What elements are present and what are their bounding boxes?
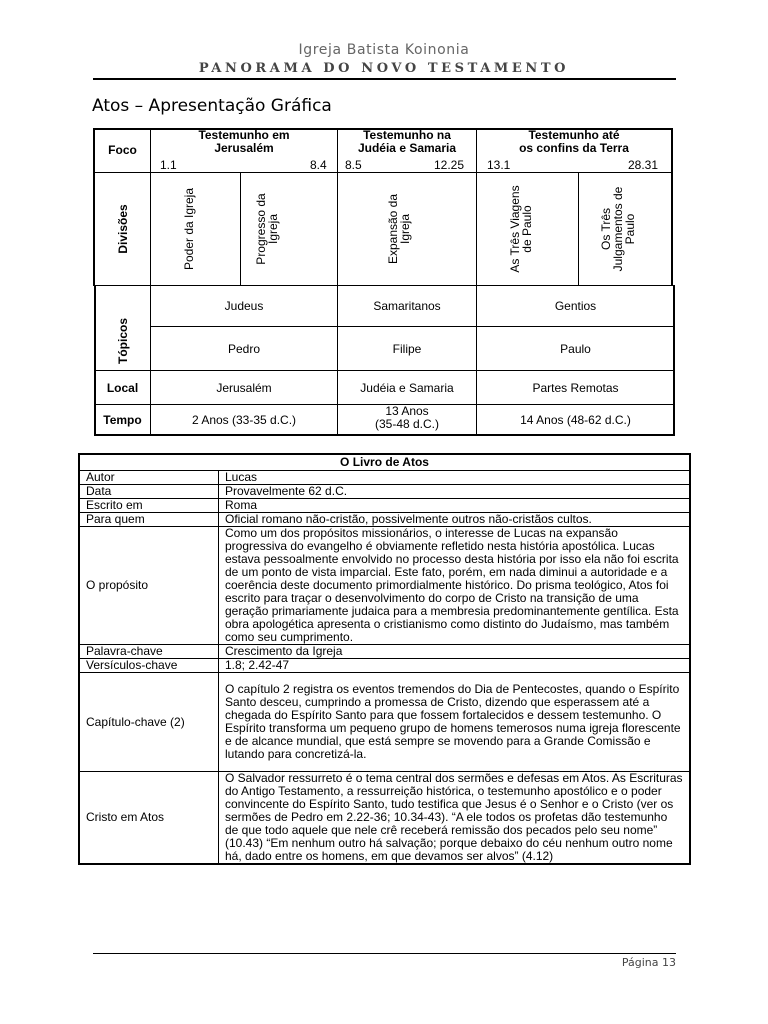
header-rule [93, 78, 676, 80]
table-row [79, 471, 690, 485]
foco-3-start: 13.1 [487, 158, 511, 172]
row-label: O propósito [79, 527, 219, 645]
topic-paulo: Paulo [560, 342, 591, 356]
table-row [79, 772, 690, 865]
foco-label: Foco [108, 143, 137, 157]
row-value: Lucas [219, 471, 691, 485]
tempo-2: 13 Anos (35-48 d.C.) [374, 404, 440, 431]
row-label: Capítulo-chave (2) [79, 673, 219, 772]
row-value: O Salvador ressurreto é o tema central dos sermões e defesas em Atos. As Escrituras do Antigo Testamento, a ressurreição histórica, o testemunho apostólico e o poder convincente do Espírito Santo, tudo testifica que Jesus é o Senhor e o Cristo (ver os sermões de Pedro em 2.22-36; 10.34-43). “A ele todos os profetas dão testemunho de que todo aquele que nele crê receberá remissão dos pecados pelo seu nome” (10.43) “Em nenhum outro há salvação; porque debaixo do céu nenhum outro nome há, dado entre os homens, em que devamos ser alvos” (4.12) [219, 772, 691, 865]
table-row [79, 485, 690, 499]
local-3: Partes Remotas [532, 381, 619, 395]
division-2: Progresso da Igreja [254, 193, 280, 265]
division-1: Poder da Igreja [182, 187, 196, 271]
local-label: Local [106, 381, 139, 395]
topic-filipe: Filipe [392, 342, 422, 356]
page-title: Atos – Apresentação Gráfica [92, 96, 332, 116]
row-label: Escrito em [79, 499, 219, 513]
table-row [79, 499, 690, 513]
tempo-label: Tempo [103, 413, 142, 427]
row-label: Versículos-chave [79, 659, 219, 673]
row-value: Crescimento da Igreja [219, 645, 691, 659]
row-label: Palavra-chave [79, 645, 219, 659]
topic-pedro: Pedro [227, 342, 261, 356]
divisoes-label: Divisões [116, 204, 130, 254]
local-1: Jerusalém [216, 381, 272, 395]
foco-1-title: Testemunho em Jerusalém [198, 128, 290, 155]
table-row [79, 645, 690, 659]
foco-2-title: Testemunho na Judéia e Samaria [357, 128, 457, 155]
row-label: Para quem [79, 513, 219, 527]
foco-2-end: 12.25 [434, 158, 465, 172]
table-row [79, 673, 690, 772]
book-table-title: O Livro de Atos [79, 454, 690, 471]
document-subtitle: PANORAMA DO NOVO TESTAMENTO [198, 61, 570, 76]
table-row [79, 527, 690, 645]
foco-3-title: Testemunho até os confins da Terra [519, 128, 629, 155]
topic-judeus: Judeus [224, 299, 264, 313]
row-label: Data [79, 485, 219, 499]
row-value: O capítulo 2 registra os eventos tremendos do Dia de Pentecostes, quando o Espírito Santo desceu, cumprindo a promessa de Cristo, dizendo que esperassem até a chegada do Espírito Santo para que fossem fortalecidos e dessem testemunho. O Espírito transforma um pequeno grupo de homens temerosos numa igreja florescente e de alcance mundial, que está sempre se movendo para a Grande Comissão e lutando para concretizá-la. [219, 673, 691, 772]
tempo-3: 14 Anos (48-62 d.C.) [520, 413, 631, 427]
division-4: As Três Viagens de Paulo [508, 185, 534, 273]
book-of-acts-table [78, 453, 691, 865]
footer-rule [93, 953, 676, 954]
foco-1-end: 8.4 [310, 158, 327, 172]
table-row [79, 513, 690, 527]
topic-gentios: Gentios [554, 299, 597, 313]
topic-samaritanos: Samaritanos [373, 299, 441, 313]
row-value: Roma [219, 499, 691, 513]
table-row [79, 659, 690, 673]
row-label: Cristo em Atos [79, 772, 219, 865]
row-value: Oficial romano não-cristão, possivelmente outros não-cristãos cultos. [219, 513, 691, 527]
row-label: Autor [79, 471, 219, 485]
foco-1-start: 1.1 [160, 158, 177, 172]
row-value: 1.8; 2.42-47 [219, 659, 691, 673]
row-value: Provavelmente 62 d.C. [219, 485, 691, 499]
foco-2-start: 8.5 [345, 158, 362, 172]
row-value: Como um dos propósitos missionários, o interesse de Lucas na expansão progressiva do evangelho é obviamente refletido nesta história apostólica. Lucas estava pessoalmente envolvido no processo desta história por isso ela não foi escrita de um ponto de vista imparcial. Este fato, porém, em nada diminui a autoridade e a coerência deste documento primordialmente histórico. Do prisma teológico, Atos foi escrito para traçar o desenvolvimento do corpo de Cristo na transição de uma geração primariamente judaica para a membresia predominantemente gentílica. Esta obra apologética apresenta o cristianismo como distinto do Judaísmo, mas também como seu cumprimento. [219, 527, 691, 645]
page-number: Página 13 [621, 956, 676, 969]
division-5: Os Três Julgamentos de Paulo [599, 186, 637, 272]
foco-3-end: 28.31 [628, 158, 659, 172]
tempo-1: 2 Anos (33-35 d.C.) [191, 413, 297, 427]
division-3: Expansão da Igreja [386, 193, 412, 265]
local-2: Judéia e Samaria [360, 381, 454, 395]
topicos-label: Tópicos [116, 317, 130, 365]
church-name: Igreja Batista Koinonia [298, 42, 470, 58]
